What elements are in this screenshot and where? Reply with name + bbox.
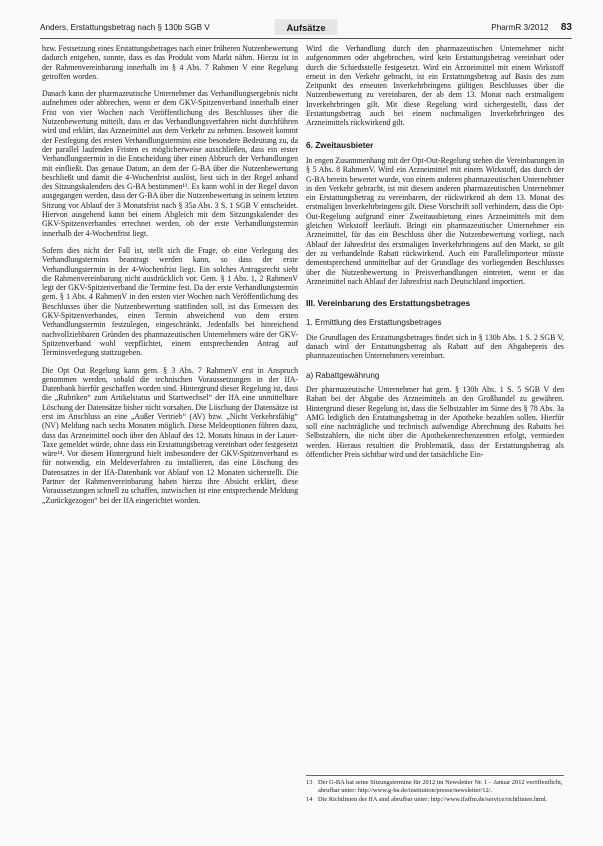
footnote-text: Der G-BA hat seine Sitzungstermine für 2012 im Newsletter Nr. 1 – Januar 2012 veröffentlicht, abrufbar unter: http://www.g-ba.de/institution/presse/newsletter/12/. — [318, 779, 563, 794]
paragraph: Der pharmazeutische Unternehmer hat gem. § 130b Abs. 1 S. 5 SGB V den Rabatt bei der Abgabe des Arzneimittels an den Großhandel zu gewähren. Hintergrund dieser Regelung ist, dass die Selbstzahler im Sinne des § 78 Abs. 3a AMG lediglich den Erstattungsbetrag in der Apotheke bezahlen sollen. Hierfür soll eine nachträgliche und technisch aufwendige Abrechnung des Rabatts bei Selbstzahlern, die nicht über die Apothekenrechenzentren erfolgt, vermieden werden. Hieraus resultiert die Problematik, dass der Erstattungsbetrag als öffentlicher Preis sichtbar wird und der tatsächliche Ein- — [306, 384, 564, 459]
paragraph: Wird die Verhandlung durch den pharmazeutischen Unternehmer nicht aufgenommen oder abgebrochen, wird kein Erstattungsbetrag vereinbart oder durch die Schiedsstelle festgesetzt. Wird ein Arzneimittel mit einem Wirkstoff erneut in den Verkehr gebracht, ist ein Erstattungsbetrag auf Basis des zum Zeitpunkt des erneuten Inverkehrbringens gültigen Beschlusses über die Nutzenbewertung zu vereinbaren, der ab dem 13. Monat nach erstmaligem Inverkehrbringen gilt. Mit diese Regelung wird sichergestellt, dass der Erstattungsbetrag auch bei einem nochmaligen Inverkehrbringen des Arzneimittels rückwirkend gilt. — [306, 44, 564, 128]
journal-info — [491, 22, 572, 33]
footnote-number: 14 — [306, 796, 313, 804]
paragraph: bzw. Festsetzung eines Erstattungsbetrages nach einer früheren Nutzenbewertung dadurch entgehen, sonnte, dass es das Produkt vom Markt nähm. Hierzu ist in der Rahmenvereinbarung innerhalb im § 4 Abs. 7 Rahmen V eine Regelung getroffen worden. — [42, 44, 298, 81]
running-title: Anders, Erstattungsbetrag nach § 130b SGB V — [40, 23, 210, 32]
paragraph: Danach kann der pharmazeutische Unternehmer das Verhandlungsergebnis nicht aufnehmen oder abbrechen, wenn er dem GKV-Spitzenverband innerhalb einer Frist von vier Wochen nach Veröffentlichung des Beschlusses über die Nutzenbewertung mitteilt, dass er das Verhandlungsverfahren nicht durchführen wird und erklärt, das Arzneimittel aus dem Verkehr zu nehmen. Insoweit kommt der Festlegung des ersten Verhandlungstermins eine besondere Bedeutung zu, da der parallel laufenden Fristen es möglicherweise ausschließen, dass ein erster Verhandlungstermin in die Entscheidung über einen Abbruch der Verhandlungen mit einfließt. Das genaue Datum, an dem der G-BA über die Nutzenbewertung beschließt und damit die 4-Wochenfrist auslöst, liest sich in der Regel anhand des Sitzungskalenders des G-BA bestimmen¹³. Es kann wohl in der Regel davon ausgegangen werden, dass der G-BA über die Nutzenbewertung in seinem letzten Sitzung vor Ablauf der 3 Monatsfrist nach § 35a Abs. 3 S. 1 SGB V entscheidet. Hiervon ausgehend kann bei einem Abgleich mit dem Sitzungskalender des GKV-Spitzenverbandes errechnet werden, ob der erste Verhandlungstermin innerhalb der 4-Wochenfrist liegt. — [42, 89, 298, 238]
section-label: Aufsätze — [274, 19, 337, 35]
paragraph: Sofern dies nicht der Fall ist, stellt sich die Frage, ob eine Verlegung des Verhandlungstermins beantragt werden kann, so dass der erste Verhandlungstermin in der 4-Wochenfrist liegt. Ein solches Antragsrecht sieht die Rahmenvereinbarung nicht ausdrücklich vor. Gem. § 1 Abs. 1, 2 RahmenV legt der GKV-Spitzenverband die Termine fest. Da der erste Verhandlungstermin gem. § 1 Abs. 4 RahmenV in den ersten vier Wochen nach Veröffentlichung des Beschlusses über die Nutzenbewertung stattfinden soll, ist das Ermessen des GKV-Spitzenverbandes, einen Termin abweichend von dem ersten Verhandlungstermin festzulegen, eingeschränkt. Jedenfalls bei hinreichend nachvollziehbaren Gründen des pharmazeutischen Unternehmers wäre der GKV-Spitzenverband wohl verpflichtet, einem entsprechenden Antrag auf Terminsverlegung stattzugeben. — [42, 245, 298, 358]
footnote-text: Die Richtlinien der IfA sind abrufbar unter: http://www.ifaffm.de/service/richtlinien.html. — [318, 796, 548, 804]
section-heading: III. Vereinbarung des Erstattungsbetrages — [306, 298, 471, 309]
footnotes — [306, 775, 564, 806]
paragraph: Die Opt Out Regelung kann gem. § 3 Abs. 7 RahmenV erst in Anspruch genommen werden, sobald die technischen Voraussetzungen in der IfA-Datenbank hierfür geschaffen worden sind. Hintergrund dieser Regelung ist, dass die „Rubriken“ zum Artikelstatus und Startwechsel“ der IfA eine unmittelbare Löschung der Datensätze bisher nicht vorsahen. Die Löschung der Datensätze ist erst im Anschluss an eine „Außer Vertrieb“ (AV) bzw. „Nicht Verkehrsfähig“ (NV) Meldung nach sechs Monaten möglich. Diese Meldeoptionen führen dazu, dass das Arzneimittel noch über den Ablauf des 12. Monats hinaus in der Lauer-Taxe gemeldet würde, ohne dass ein Erstattungsbetrag vereinbart oder festgesetzt wäre¹⁴. Vor diesem Hintergrund hielt insbesondere der GKV-Spitzenverband es für notwendig, ein Meldeverfahren zu installieren, das eine Löschung des Datensatzes in der IfA-Datenbank vor Ablauf von 12 Monaten sicherstellt. Die Partner der Rahmenvereinbarung haben hierzu ihre Absicht erklärt, diese Voraussetzungen schnell zu schaffen, inzwischen ist eine entsprechende Meldung „Zurückgezogen“ bei der IfA eingerichtet worden. — [42, 365, 298, 505]
subsection-heading: 1. Ermittlung des Erstattungsbetrages — [306, 318, 442, 328]
paragraph: Die Grundlagen des Erstattungsbetrages findet sich in § 130b Abs. 1 S. 2 SGB V, danach wird der Erstattungsbetrag als Rabatt auf den Abgabepreis des pharmazeutischen Unternehmers vereinbart. — [306, 332, 564, 361]
page-header — [40, 20, 572, 39]
section-heading: 6. Zweitausbieter — [306, 139, 374, 150]
footnote-number: 13 — [306, 779, 313, 786]
journal-issue: PharmR 3/2012 — [491, 23, 549, 32]
subsection-heading: a) Rabattgewährung — [306, 370, 380, 380]
paragraph: In engen Zusammenhang mit der Opt-Out-Regelung stehen die Vereinbarungen in § 5 Abs. 8 RahmenV. Wird ein Arzneimittel mit einem Wirkstoff, das durch der G-BA bereits bewertet wurde, von einem anderen pharmazeutischen Unternehmer in den Verkehr gebracht, ist mit diesem anderen pharmazeutischen Unternehmer ein Erstattungsbetrag zu vereinbaren, der rückwirkend ab dem 13. Monat des erstmaligen Inverkehrbringens gilt. Diese Vorschrift soll verhindern, dass die Opt-Out-Regelung aufgrund einer Zweitausbietung eines Arzneimittels mit dem gleichen Wirkstoff leerläuft. Bringt ein pharmazeutischer Unternehmer ein Arzneimittel, für das ein Beschluss über die Nutzenbewertung vorliegt, nach Ablauf der Jahresfrist des erstmaligen Inverkehrbringens auf den Markt, so gilt der zu verhandelnde Rabatt rückwirkend. Auch ein Parallelimporteur müsste dementsprechend unmittelbar auf der Grundlage des vorliegenden Beschlusses über die Nutzenbewertung in Preisverhandlungen eintreten, wenn er das Arzneimittel nach Ablauf der Jahresfrist nach Deutschland importiert. — [306, 155, 564, 286]
page-number: 83 — [560, 22, 572, 33]
footnote — [306, 779, 564, 794]
footnote — [306, 796, 564, 804]
right-column — [306, 44, 564, 467]
left-column — [42, 44, 298, 513]
